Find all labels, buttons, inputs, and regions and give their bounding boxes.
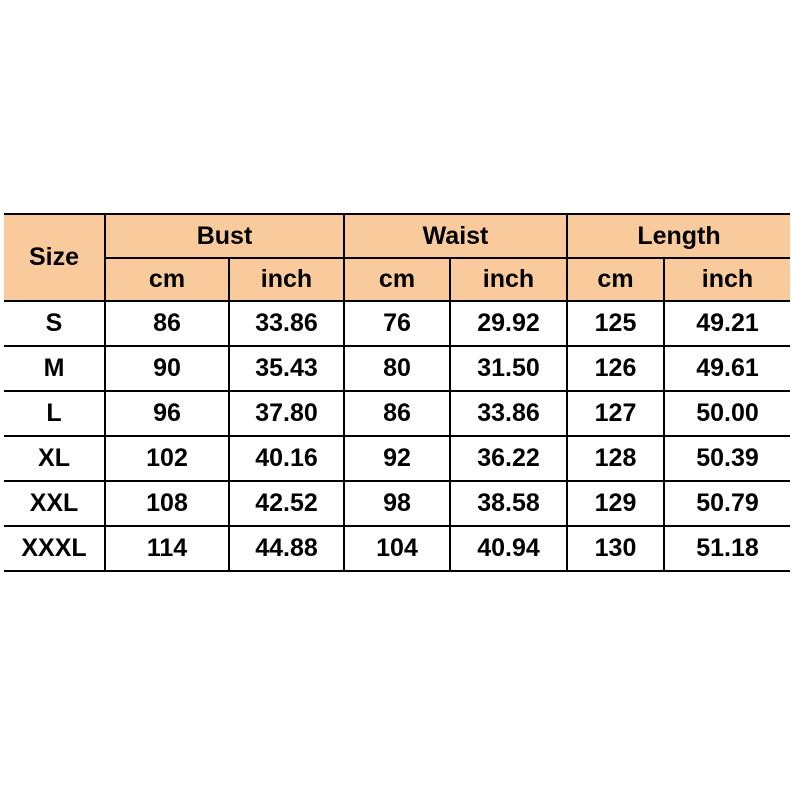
table-cell: 125 — [567, 301, 664, 346]
size-cell: L — [4, 391, 105, 436]
table-cell: 42.52 — [229, 481, 344, 526]
table-cell: 33.86 — [229, 301, 344, 346]
table-cell: 114 — [105, 526, 229, 571]
table-cell: 29.92 — [450, 301, 567, 346]
header-group-row — [4, 214, 790, 258]
table-cell: 108 — [105, 481, 229, 526]
table-cell: 86 — [344, 391, 450, 436]
table-cell: 96 — [105, 391, 229, 436]
size-cell: M — [4, 346, 105, 391]
unit-header: cm — [567, 258, 664, 301]
table-row — [4, 436, 790, 481]
length-header: Length — [567, 214, 790, 258]
table-cell: 50.00 — [664, 391, 790, 436]
table-cell: 50.79 — [664, 481, 790, 526]
table-cell: 128 — [567, 436, 664, 481]
table-cell: 80 — [344, 346, 450, 391]
table-cell: 92 — [344, 436, 450, 481]
table-cell: 104 — [344, 526, 450, 571]
size-header: Size — [4, 214, 105, 301]
header-unit-row — [4, 258, 790, 301]
table-cell: 40.94 — [450, 526, 567, 571]
table-row — [4, 481, 790, 526]
unit-header: inch — [229, 258, 344, 301]
table-cell: 35.43 — [229, 346, 344, 391]
table-cell: 36.22 — [450, 436, 567, 481]
unit-header: cm — [105, 258, 229, 301]
table-cell: 51.18 — [664, 526, 790, 571]
bust-header: Bust — [105, 214, 344, 258]
unit-header: inch — [450, 258, 567, 301]
size-cell: S — [4, 301, 105, 346]
table-cell: 44.88 — [229, 526, 344, 571]
size-cell: XL — [4, 436, 105, 481]
table-cell: 129 — [567, 481, 664, 526]
table-cell: 49.21 — [664, 301, 790, 346]
table-cell: 102 — [105, 436, 229, 481]
size-cell: XXL — [4, 481, 105, 526]
table-cell: 50.39 — [664, 436, 790, 481]
table-cell: 127 — [567, 391, 664, 436]
table-cell: 86 — [105, 301, 229, 346]
unit-header: inch — [664, 258, 790, 301]
table-cell: 33.86 — [450, 391, 567, 436]
table-cell: 98 — [344, 481, 450, 526]
table-cell: 76 — [344, 301, 450, 346]
table-cell: 130 — [567, 526, 664, 571]
size-cell: XXXL — [4, 526, 105, 571]
table-cell: 37.80 — [229, 391, 344, 436]
table-row — [4, 346, 790, 391]
table-row — [4, 526, 790, 571]
table-cell: 31.50 — [450, 346, 567, 391]
table-cell: 38.58 — [450, 481, 567, 526]
unit-header: cm — [344, 258, 450, 301]
table-row — [4, 301, 790, 346]
table-cell: 40.16 — [229, 436, 344, 481]
table-row — [4, 391, 790, 436]
table-cell: 126 — [567, 346, 664, 391]
waist-header: Waist — [344, 214, 567, 258]
table-cell: 49.61 — [664, 346, 790, 391]
size-chart-table — [4, 213, 790, 572]
table-cell: 90 — [105, 346, 229, 391]
